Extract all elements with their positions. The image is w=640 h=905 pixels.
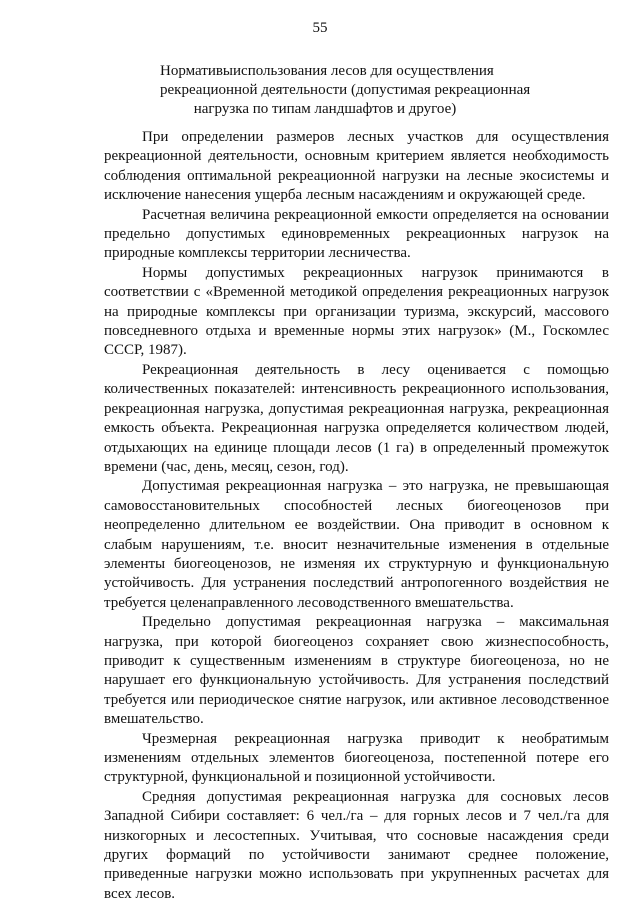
paragraph-permissible-load: Допустимая рекреационная нагрузка – это нагрузка, не превышающая самовосстановительных способностей лесных биогеоценозов при неопределенно длительном ее воздействии. Она приводит в основном к слабым нарушениям, т.е. вносит незначительные изменения в отдельные элементы биогеоценозов, не изменяя их структурную и функциональную устойчивость. Для устранения последствий антропогенного воздействия не требуется целенаправленного лесоводственного вмешательства.: [104, 478, 609, 611]
heading-line-2: рекреационной деятельности (допустимая рекреационная: [160, 82, 531, 98]
paragraph-maximum-load: Предельно допустимая рекреационная нагрузка – максимальная нагрузка, при которой биогеоценоз сохраняет свою жизнеспособность, приводит к существенным изменениям в структуре биогеоценоза, но не нарушает его функциональную устойчивость. Для устранения последствий требуется или периодическое снятие нагрузок, или активное лесоводственное вмешательство.: [104, 614, 609, 728]
paragraph-criteria: При определении размеров лесных участков для осуществления рекреационной деятельности, основным критерием является необходимость соблюдения оптимальной рекреационной нагрузки на лесные экосистемы и исключение нанесения ущерба лесным насаждениям и окружающей среде.: [104, 129, 609, 204]
paragraph-norms: Нормы допустимых рекреационных нагрузок принимаются в соответствии с «Временной методикой определения рекреационных нагрузок на природные комплексы при организации туризма, экскурсий, массового повседневного отдыха и временные нормы этих нагрузок» (М., Госкомлес СССР, 1987).: [104, 264, 609, 359]
heading-line-3: нагрузка по типам ландшафтов и другое): [193, 101, 457, 117]
paragraph-capacity: Расчетная величина рекреационной емкости определяется на основании предельно допустимых единовременных рекреационных нагрузок на природные комплексы территории лесничества.: [104, 206, 609, 262]
paragraph-indicators: Рекреационная деятельность в лесу оценивается с помощью количественных показателей: интенсивность рекреационного использования, рекреационная нагрузка, допустимая рекреационная нагрузка, рекреационная емкость объекта. Рекреационная нагрузка определяется количеством людей, отдыхающих на единице площади лесов (1 га) в определенный промежуток времени (час, день, месяц, сезон, год).: [104, 361, 609, 475]
paragraph-average-load: Средняя допустимая рекреационная нагрузка для сосновых лесов Западной Сибири составляет: 6 чел./га – для горных лесов и 7 чел./га для низкогорных и лесостепных. Учитывая, что сосновые насаждения среди других формаций по устойчивости занимают среднее положение, приведенные нагрузки можно использовать при укрупненных расчетах для всех лесов.: [104, 788, 609, 902]
page-number: 55: [312, 20, 328, 36]
body-text: [104, 128, 609, 904]
heading-line-1: Нормативыиспользования лесов для осуществления: [160, 63, 494, 79]
section-heading: [160, 62, 531, 119]
paragraph-excessive-load: Чрезмерная рекреационная нагрузка приводит к необратимым изменениям отдельных элементов биогеоценоза, постепенной потере его структурной, функциональной и позиционной устойчивости.: [104, 730, 609, 786]
